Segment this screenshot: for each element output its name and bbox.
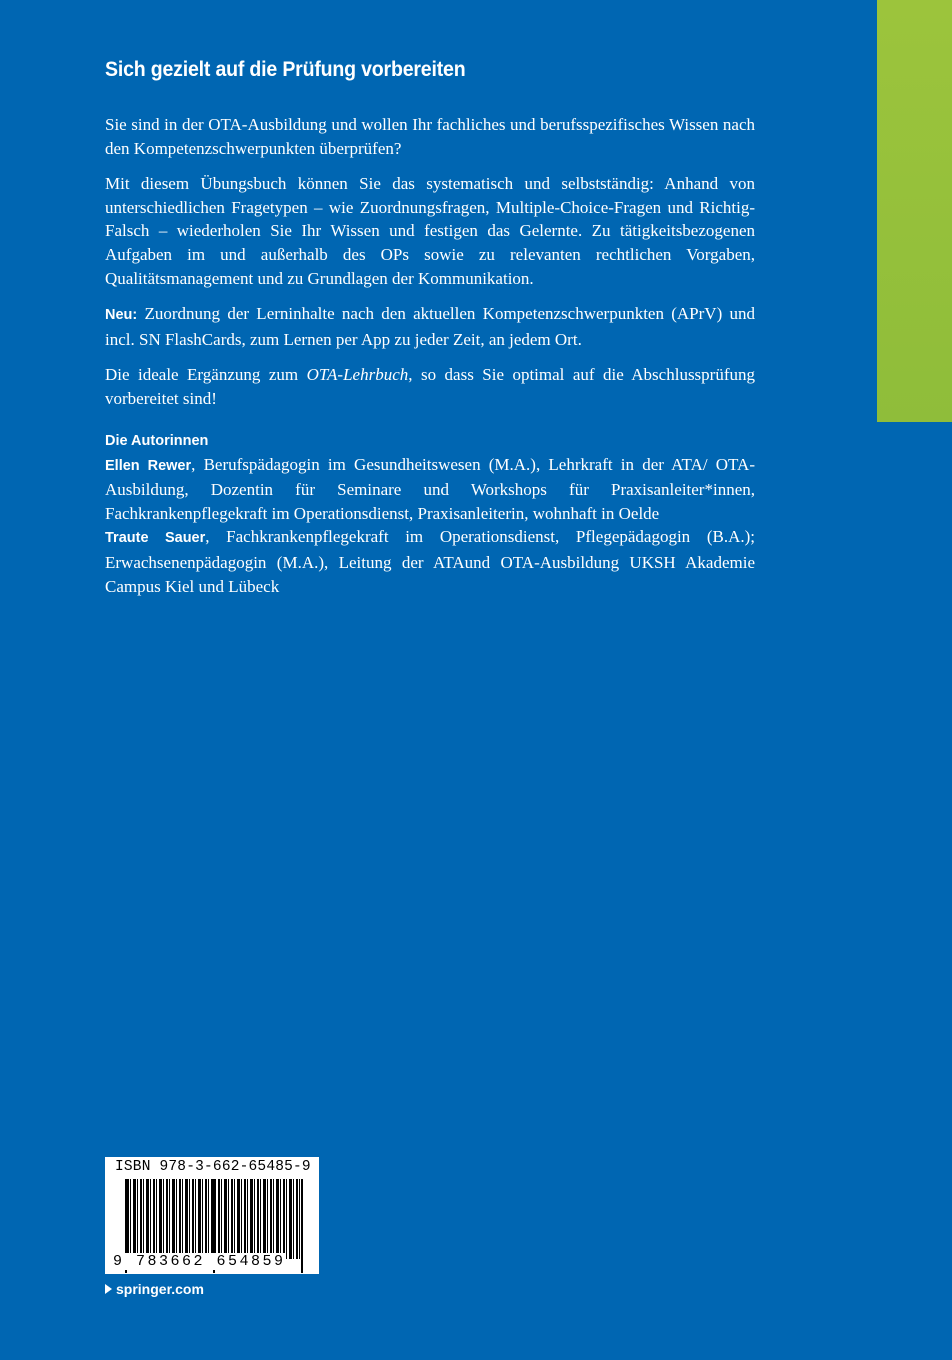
author-bio-2 xyxy=(105,525,755,598)
back-cover-text xyxy=(105,58,755,610)
new-text: Zuordnung der Lerninhalte nach den aktuellen Kompetenzschwerpunkten (APrV) und incl. SN FlashCards, zum Lernen per App zu jeder Zeit, an jedem Ort. xyxy=(105,304,755,349)
author-bio-text-1: , Berufspädagogin im Gesundheitswesen (M.A.), Lehrkraft in der ATA/ OTA-Ausbildung, Dozentin für Seminare und Workshops für Praxisanleiter*innen, Fachkrankenpflegekraft im Operationsdienst, Praxisanleiterin, wohnhaft in Oelde xyxy=(105,454,755,523)
barcode-bars xyxy=(127,1179,303,1259)
intro-paragraph: Sie sind in der OTA-Ausbildung und wollen Ihr fachliches und berufsspezifisches Wissen nach den Kompetenzschwerpunkten überprüfen? xyxy=(105,115,755,158)
publisher-link-text: springer.com xyxy=(116,1281,204,1297)
isbn-barcode xyxy=(105,1157,319,1274)
new-label: Neu: xyxy=(105,307,138,324)
new-features-paragraph xyxy=(105,302,755,351)
author-name-2: Traute Sauer xyxy=(105,530,206,547)
headline: Sich gezielt auf die Prüfung vorbereiten xyxy=(105,58,466,81)
authors-heading: Die Autorinnen xyxy=(105,432,209,449)
ideal-after: , so dass Sie optimal auf die Abschlussprüfung vorbereitet sind! xyxy=(105,365,755,408)
author-name-1: Ellen Rewer xyxy=(105,457,192,474)
book-title-reference: OTA-Lehrbuch xyxy=(306,365,409,385)
green-accent-bar xyxy=(877,0,952,422)
ideal-before: Die ideale Ergänzung zum xyxy=(105,365,307,385)
publisher-link[interactable] xyxy=(105,1281,204,1297)
isbn-number: ISBN 978-3-662-65485-9 xyxy=(115,1159,311,1175)
arrow-right-icon xyxy=(105,1284,112,1294)
barcode-digits: 9 783662 654859 xyxy=(113,1253,286,1270)
description-paragraph: Mit diesem Übungsbuch können Sie das systematisch und selbstständig: Anhand von unterschiedlichen Fragetypen – wie Zuordnungsfragen, Multiple-Choice-Fragen und Richtig-Falsch – wiederholen Sie Ihr Wissen und festigen das Gelernte. Zu tätigkeitsbezogenen Aufgaben im und außerhalb des OPs sowie zu relevanten rechtlichen Vorgaben, Qualitätsmanagement und zu Grundlagen der Kommunikation. xyxy=(105,174,755,288)
ideal-paragraph xyxy=(105,363,755,410)
author-bio-text-2: , Fachkrankenpflegekraft im Operationsdienst, Pflegepädagogin (B.A.); Erwachsenenpädagogin (M.A.), Leitung der ATAund OTA-Ausbildung UKSH Akademie Campus Kiel und Lübeck xyxy=(105,527,755,596)
author-bio-1 xyxy=(105,453,755,526)
